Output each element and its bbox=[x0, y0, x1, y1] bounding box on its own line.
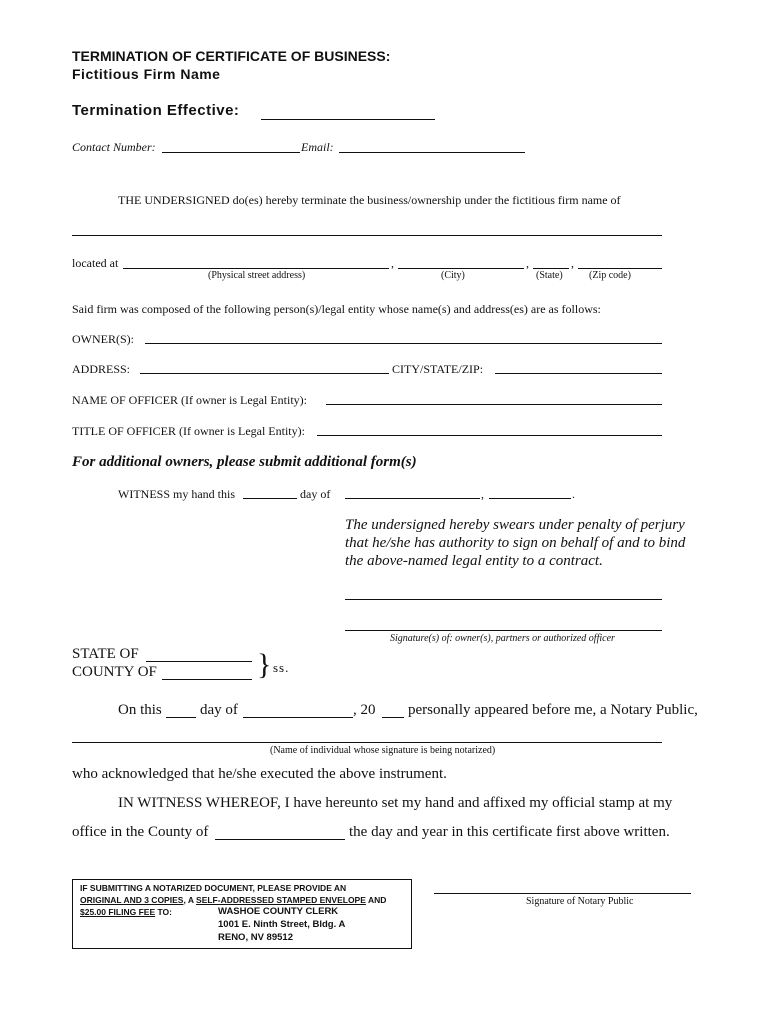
comma-3: , bbox=[571, 256, 574, 270]
form-title: TERMINATION OF CERTIFICATE OF BUSINESS: bbox=[72, 48, 391, 64]
notary-month-field[interactable] bbox=[243, 717, 353, 718]
comma-2: , bbox=[526, 256, 529, 270]
located-at-label: located at bbox=[72, 256, 119, 270]
owners-field[interactable] bbox=[145, 343, 662, 344]
witness-comma: , bbox=[481, 487, 484, 501]
clerk-address-3: RENO, NV 89512 bbox=[218, 932, 293, 943]
city-field[interactable] bbox=[398, 268, 524, 269]
clerk-address-2: 1001 E. Ninth Street, Bldg. A bbox=[218, 919, 346, 930]
street-hint: (Physical street address) bbox=[208, 270, 306, 281]
zip-hint: (Zip code) bbox=[589, 270, 631, 281]
notarized-name-field[interactable] bbox=[72, 742, 662, 743]
mail-to: TO: bbox=[155, 907, 172, 917]
venue-brace: } bbox=[257, 648, 272, 681]
city-state-zip-label: CITY/STATE/ZIP: bbox=[392, 362, 484, 376]
notary-day-of: day of bbox=[200, 702, 238, 718]
mail-line-1: IF SUBMITTING A NOTARIZED DOCUMENT, PLEASE PROVIDE AN bbox=[80, 883, 347, 893]
notary-year-prefix: , 20 bbox=[353, 702, 376, 718]
state-hint: (State) bbox=[536, 270, 563, 281]
email-label: Email: bbox=[301, 140, 334, 154]
witness-day-of: day of bbox=[300, 487, 331, 501]
witness-period: . bbox=[572, 487, 575, 501]
officer-name-field[interactable] bbox=[326, 404, 662, 405]
form-subtitle: Fictitious Firm Name bbox=[72, 66, 221, 82]
mail-sep: , A bbox=[183, 895, 197, 905]
officer-name-label: NAME OF OFFICER (If owner is Legal Entity): bbox=[72, 393, 307, 407]
contact-number-field[interactable] bbox=[162, 152, 300, 153]
additional-owners-note: For additional owners, please submit additional form(s) bbox=[72, 454, 417, 470]
on-this-label: On this bbox=[118, 702, 162, 718]
address-field[interactable] bbox=[140, 373, 389, 374]
swear-line-2: that he/she has authority to sign on behalf of and to bind bbox=[345, 535, 686, 551]
mail-envelope: SELF-ADDRESSED STAMPED ENVELOPE bbox=[196, 895, 366, 905]
office-county-field[interactable] bbox=[215, 839, 345, 840]
witness-month-field[interactable] bbox=[345, 498, 480, 499]
officer-title-field[interactable] bbox=[317, 435, 662, 436]
signature-line-1[interactable] bbox=[345, 599, 662, 600]
witness-day-field[interactable] bbox=[243, 498, 297, 499]
city-hint: (City) bbox=[441, 270, 465, 281]
street-address-field[interactable] bbox=[123, 268, 389, 269]
ss-label: ss. bbox=[273, 660, 290, 675]
officer-title-label: TITLE OF OFFICER (If owner is Legal Entity): bbox=[72, 424, 305, 438]
signature-line-2[interactable] bbox=[345, 630, 662, 631]
swear-line-3: the above-named legal entity to a contract. bbox=[345, 553, 603, 569]
state-of-field[interactable] bbox=[146, 661, 252, 662]
state-of-label: STATE OF bbox=[72, 646, 139, 662]
termination-effective-label: Termination Effective: bbox=[72, 102, 240, 119]
email-field[interactable] bbox=[339, 152, 525, 153]
witness-whereof-text: IN WITNESS WHEREOF, I have hereunto set my hand and affixed my official stamp at my bbox=[118, 795, 673, 811]
swear-line-1: The undersigned hereby swears under penalty of perjury bbox=[345, 517, 685, 533]
owners-label: OWNER(S): bbox=[72, 332, 134, 346]
state-field[interactable] bbox=[533, 268, 569, 269]
notary-year-field[interactable] bbox=[382, 717, 404, 718]
county-of-field[interactable] bbox=[162, 679, 252, 680]
notary-day-field[interactable] bbox=[166, 717, 196, 718]
address-label: ADDRESS: bbox=[72, 362, 131, 376]
comma-1: , bbox=[391, 256, 394, 270]
mail-line-3 bbox=[80, 907, 172, 917]
office-prefix: office in the County of bbox=[72, 824, 209, 840]
mail-and: AND bbox=[365, 895, 387, 905]
intro-text: THE UNDERSIGNED do(es) hereby terminate the business/ownership under the fictitious firm name of bbox=[118, 193, 621, 207]
zip-field[interactable] bbox=[578, 268, 662, 269]
witness-year-field[interactable] bbox=[489, 498, 571, 499]
county-of-label: COUNTY OF bbox=[72, 664, 157, 680]
fictitious-firm-name-field[interactable] bbox=[72, 235, 662, 236]
notary-signature-caption: Signature of Notary Public bbox=[526, 896, 634, 907]
city-state-zip-field[interactable] bbox=[495, 373, 662, 374]
contact-number-label: Contact Number: bbox=[72, 140, 156, 154]
acknowledged-text: who acknowledged that he/she executed the above instrument. bbox=[72, 766, 447, 782]
office-suffix: the day and year in this certificate first above written. bbox=[349, 824, 670, 840]
composed-text: Said firm was composed of the following person(s)/legal entity whose name(s) and address(es) are as follows: bbox=[72, 302, 601, 316]
mail-line-2 bbox=[80, 895, 386, 905]
termination-effective-field[interactable] bbox=[261, 119, 435, 120]
mail-copies: ORIGINAL AND 3 COPIES bbox=[80, 895, 184, 905]
notarized-name-caption: (Name of individual whose signature is being notarized) bbox=[270, 745, 496, 756]
signature-caption: Signature(s) of: owner(s), partners or authorized officer bbox=[390, 633, 615, 644]
clerk-address-1: WASHOE COUNTY CLERK bbox=[218, 906, 339, 917]
witness-prefix: WITNESS my hand this bbox=[118, 487, 235, 501]
mail-fee: $25.00 FILING FEE bbox=[80, 907, 156, 917]
appeared-text: personally appeared before me, a Notary Public, bbox=[408, 702, 698, 718]
notary-signature-field[interactable] bbox=[434, 893, 691, 894]
